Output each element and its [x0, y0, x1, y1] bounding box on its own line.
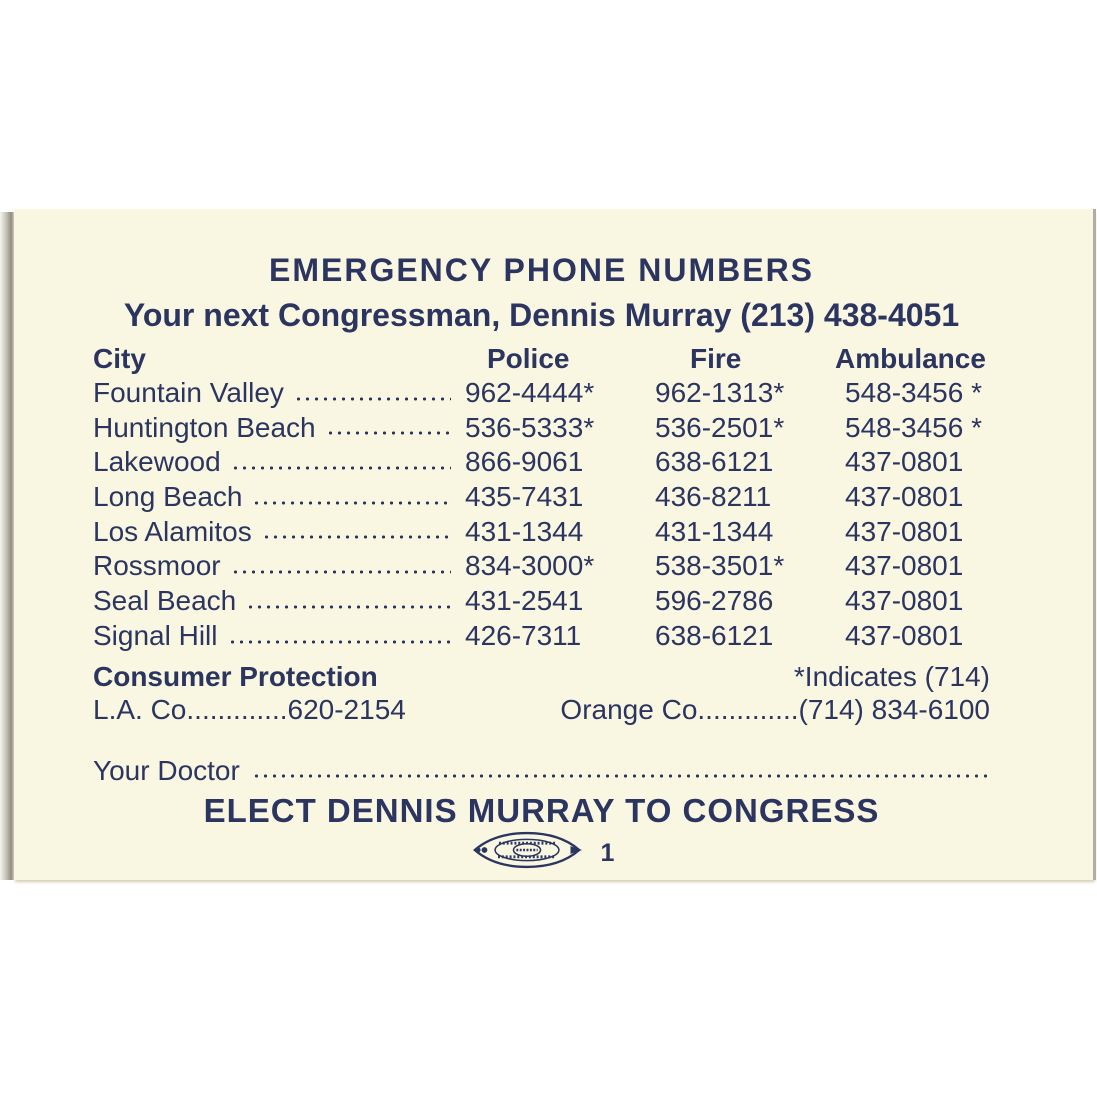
ambulance-number: 548-3456 *	[845, 411, 983, 443]
city-name: Huntington Beach	[93, 411, 316, 443]
table-row	[93, 445, 990, 480]
fire-number: 538-3501*	[655, 550, 785, 582]
write-in-dotted-line	[252, 755, 990, 787]
fire-number: 436-8211	[655, 481, 772, 513]
ambulance-number: 437-0801	[845, 446, 964, 478]
la-county-number: L.A. Co.............620-2154	[93, 694, 406, 725]
union-bug-row	[93, 831, 990, 874]
area-code-note: *Indicates (714)	[793, 661, 990, 692]
fire-number: 962-1313*	[655, 377, 785, 408]
header-ambulance: Ambulance	[835, 343, 986, 374]
dot-leader	[231, 445, 451, 480]
police-number: 962-4444*	[465, 377, 595, 408]
dot-leader	[228, 619, 452, 654]
fire-number: 596-2786	[655, 585, 774, 617]
table-body	[93, 376, 990, 654]
union-bug-number: 1	[600, 838, 615, 867]
table-header-row	[93, 342, 990, 377]
city-name: Fountain Valley	[93, 377, 284, 408]
dot-leader	[231, 549, 451, 584]
dot-leader	[294, 376, 451, 411]
ambulance-number: 437-0801	[845, 481, 964, 513]
city-name: Lakewood	[93, 446, 221, 478]
city-name: Long Beach	[93, 481, 243, 513]
city-name: Rossmoor	[93, 550, 221, 582]
dot-leader	[246, 584, 451, 619]
table-row	[93, 619, 990, 654]
card-subtitle: Your next Congressman, Dennis Murray (213) 438-4051	[123, 297, 960, 333]
header-city: City	[93, 343, 146, 374]
fire-number: 536-2501*	[655, 411, 785, 443]
your-doctor-row	[93, 755, 990, 787]
header-fire: Fire	[690, 343, 742, 374]
fire-number: 431-1344	[655, 515, 774, 547]
card-title: EMERGENCY PHONE NUMBERS	[268, 252, 815, 288]
city-name: Los Alamitos	[93, 515, 252, 547]
table-row	[93, 584, 990, 619]
dot-leader	[326, 411, 451, 446]
police-number: 866-9061	[465, 446, 584, 478]
police-number: 834-3000*	[465, 550, 595, 582]
ambulance-number: 437-0801	[845, 619, 964, 651]
union-printers-bug-icon	[469, 831, 585, 874]
consumer-protection-label: Consumer Protection	[93, 661, 378, 692]
header-police: Police	[487, 343, 570, 374]
table-row	[93, 480, 990, 515]
police-number: 431-2541	[465, 585, 584, 617]
campaign-slogan: ELECT DENNIS MURRAY TO CONGRESS	[203, 792, 880, 829]
emergency-numbers-card	[14, 209, 1096, 880]
table-row	[93, 376, 990, 411]
table-row	[93, 515, 990, 550]
fire-number: 638-6121	[655, 619, 774, 651]
police-number: 435-7431	[465, 481, 584, 513]
your-doctor-label: Your Doctor	[93, 755, 240, 786]
dot-leader	[252, 480, 451, 515]
card-left-edge	[0, 212, 14, 880]
city-name: Seal Beach	[93, 585, 237, 617]
consumer-protection-row	[93, 661, 990, 693]
police-number: 536-5333*	[465, 411, 595, 443]
table-row	[93, 549, 990, 584]
orange-county-number: Orange Co.............(714) 834-6100	[560, 694, 990, 725]
table-row	[93, 411, 990, 446]
fire-number: 638-6121	[655, 446, 774, 478]
card-content	[93, 209, 990, 880]
ambulance-number: 437-0801	[845, 550, 964, 582]
ambulance-number: 437-0801	[845, 585, 964, 617]
ambulance-number: 548-3456 *	[845, 377, 983, 408]
police-number: 431-1344	[465, 515, 584, 547]
dot-leader	[262, 515, 451, 550]
ambulance-number: 437-0801	[845, 515, 964, 547]
county-agency-row	[93, 694, 990, 726]
city-name: Signal Hill	[93, 619, 218, 651]
police-number: 426-7311	[465, 619, 582, 651]
